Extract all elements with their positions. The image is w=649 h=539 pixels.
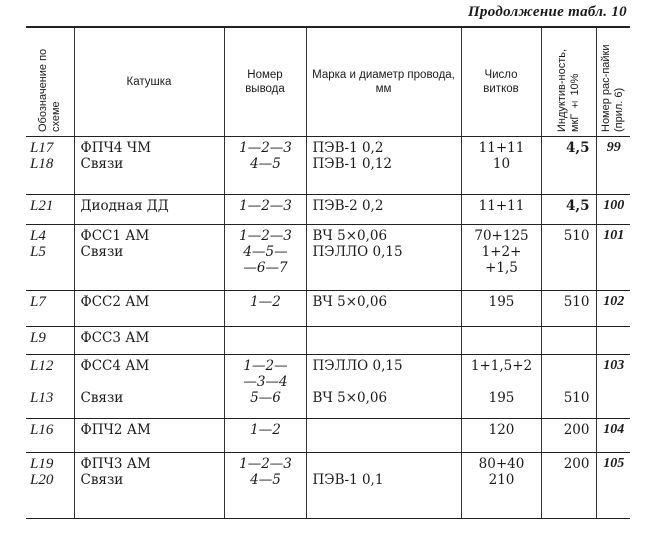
wire-cell (306, 327, 461, 355)
designation-cell (26, 453, 74, 519)
coil-line: ФСС1 АМ (80, 228, 150, 244)
wire-cell (306, 195, 461, 225)
coil-line (81, 374, 219, 390)
coil-line: Связи (80, 156, 124, 172)
turns-line: 195 (488, 294, 515, 310)
table-row (26, 419, 630, 453)
pin-line: 1—2—3 (239, 228, 292, 244)
coil-line: Диодная ДД (80, 198, 169, 214)
inductance-line: 200 (563, 422, 590, 438)
designation-cell (26, 355, 74, 419)
coil-line: ФПЧ4 ЧМ (80, 140, 152, 156)
designation-cell (26, 225, 74, 291)
turns-line: 1+1,5+2 (470, 358, 533, 374)
coil-cell (74, 419, 224, 453)
turns-line: 70+125 (474, 228, 529, 244)
coil-cell (74, 291, 224, 327)
pin-line: 1—2— (243, 358, 288, 374)
mapping-line: 105 (603, 456, 625, 471)
inductance-line (548, 358, 590, 374)
turns-line: +1,5 (485, 260, 518, 276)
designation-line: L4 (30, 228, 46, 244)
pin-line: 1—2—3 (239, 456, 292, 472)
inductance-line: 200 (563, 456, 590, 472)
coil-spec-table (26, 26, 630, 519)
wire-line: ПЭВ-1 0,12 (312, 156, 393, 172)
designation-cell (26, 137, 74, 195)
wire-line: ПЭВ-1 0,2 (312, 140, 384, 156)
table-caption: Продолжение табл. 10 (467, 4, 627, 20)
wire-line: ВЧ 5×0,06 (312, 294, 388, 310)
inductance-cell (541, 419, 596, 453)
coil-cell (74, 327, 224, 355)
coil-cell (74, 195, 224, 225)
pin-line: 4—5 (250, 472, 281, 488)
inductance-cell (541, 453, 596, 519)
inductance-line: 510 (563, 390, 590, 406)
coil-line: Связи (80, 390, 124, 406)
wire-line (313, 456, 456, 472)
turns-line: 80+40 (478, 456, 525, 472)
turns-cell (461, 137, 541, 195)
designation-line: L5 (30, 244, 46, 260)
pin-cell (224, 355, 306, 419)
inductance-cell (541, 225, 596, 291)
designation-line: L17 (30, 140, 54, 156)
turns-line: 10 (492, 156, 511, 172)
turns-cell (461, 355, 541, 419)
pin-cell (224, 291, 306, 327)
pin-line: 5—6 (250, 390, 281, 406)
pin-cell (224, 453, 306, 519)
mapping-cell (596, 137, 630, 195)
inductance-cell (541, 137, 596, 195)
coil-line: ФСС4 АМ (80, 358, 150, 374)
header-designation: Обозначение по схеме (26, 27, 74, 137)
coil-line: ФСС2 АМ (80, 294, 150, 310)
header-coil: Катушка (74, 27, 224, 137)
coil-cell (74, 355, 224, 419)
mapping-cell (596, 355, 630, 419)
pin-line: 4—5— (243, 244, 288, 260)
table-body (26, 137, 630, 519)
turns-cell (461, 195, 541, 225)
inductance-cell (541, 195, 596, 225)
wire-line: ПЭВ-1 0,1 (312, 472, 384, 488)
turns-cell (461, 419, 541, 453)
designation-cell (26, 291, 74, 327)
designation-line: L12 (30, 358, 54, 374)
turns-line: 11+11 (478, 198, 525, 214)
wire-line: ПЭЛЛО 0,15 (312, 244, 403, 260)
pin-line: —3—4 (243, 374, 288, 390)
mapping-line: 101 (603, 228, 625, 243)
coil-cell (74, 225, 224, 291)
inductance-cell (541, 291, 596, 327)
inductance-line (548, 330, 590, 346)
wire-line (313, 374, 456, 390)
turns-line: 210 (488, 472, 515, 488)
table-row (26, 225, 630, 291)
inductance-line: 510 (563, 294, 590, 310)
table-row (26, 137, 630, 195)
wire-cell (306, 453, 461, 519)
mapping-cell (596, 195, 630, 225)
inductance-line: 4,5 (566, 198, 590, 214)
turns-line: 195 (488, 390, 515, 406)
designation-line: L7 (30, 294, 46, 310)
table-row (26, 327, 630, 355)
pin-cell (224, 327, 306, 355)
coil-line: ФПЧ3 АМ (80, 456, 151, 472)
turns-cell (461, 327, 541, 355)
pin-line: 1—2 (250, 422, 281, 438)
turns-line: 120 (488, 422, 515, 438)
designation-cell (26, 419, 74, 453)
turns-cell (461, 225, 541, 291)
inductance-line: 510 (563, 228, 590, 244)
inductance-cell (541, 327, 596, 355)
designation-cell (26, 327, 74, 355)
wire-cell (306, 137, 461, 195)
pin-cell (224, 225, 306, 291)
wire-line: ВЧ 5×0,06 (312, 390, 388, 406)
pin-line: —6—7 (243, 260, 288, 276)
header-turns: Число витков (461, 27, 541, 137)
mapping-cell (596, 327, 630, 355)
inductance-line (548, 374, 590, 390)
designation-line: L20 (30, 472, 54, 488)
designation-line: L16 (30, 422, 54, 438)
coil-line: Связи (80, 244, 124, 260)
turns-cell (461, 291, 541, 327)
turns-line: 1+2+ (481, 244, 522, 260)
mapping-line: 103 (603, 358, 625, 373)
designation-line: L21 (30, 198, 54, 214)
turns-line (468, 374, 536, 390)
header-mapping: Номер рас-пайки (прил. 6) (596, 27, 630, 137)
header-wire: Марка и диаметр провода, мм (306, 27, 461, 137)
table-header (26, 27, 630, 137)
pin-cell (224, 137, 306, 195)
wire-cell (306, 355, 461, 419)
designation-line: L9 (30, 330, 46, 346)
mapping-line: 102 (603, 294, 625, 309)
mapping-line (603, 330, 626, 346)
pin-line: 1—2—3 (239, 198, 292, 214)
table-row (26, 291, 630, 327)
pin-line: 1—2 (250, 294, 281, 310)
wire-line: ПЭЛЛО 0,15 (312, 358, 403, 374)
pin-cell (224, 195, 306, 225)
mapping-cell (596, 291, 630, 327)
mapping-cell (596, 225, 630, 291)
wire-line: ПЭВ-2 0,2 (312, 198, 384, 214)
designation-line: L19 (30, 456, 54, 472)
mapping-line: 104 (603, 422, 625, 437)
mapping-line: 99 (606, 140, 621, 155)
designation-line: L18 (30, 156, 54, 172)
table-row (26, 453, 630, 519)
inductance-cell (541, 355, 596, 419)
turns-cell (461, 453, 541, 519)
designation-line (30, 374, 69, 390)
mapping-cell (596, 419, 630, 453)
turns-line: 11+11 (478, 140, 525, 156)
coil-line: ФСС3 АМ (80, 330, 150, 346)
header-inductance: Индуктив-ность, мкГ ± 10% (541, 27, 596, 137)
inductance-line: 4,5 (566, 140, 590, 156)
wire-cell (306, 419, 461, 453)
pin-cell (224, 419, 306, 453)
coil-cell (74, 453, 224, 519)
coil-line: Связи (80, 472, 124, 488)
header-pin: Номер вывода (224, 27, 306, 137)
table-row (26, 195, 630, 225)
designation-line: L13 (30, 390, 54, 406)
mapping-line: 100 (603, 198, 625, 213)
wire-cell (306, 291, 461, 327)
designation-cell (26, 195, 74, 225)
mapping-cell (596, 453, 630, 519)
table-row (26, 355, 630, 419)
wire-cell (306, 225, 461, 291)
wire-line: ВЧ 5×0,06 (312, 228, 388, 244)
pin-line: 1—2—3 (239, 140, 292, 156)
coil-cell (74, 137, 224, 195)
coil-line: ФПЧ2 АМ (80, 422, 151, 438)
pin-line: 4—5 (250, 156, 281, 172)
